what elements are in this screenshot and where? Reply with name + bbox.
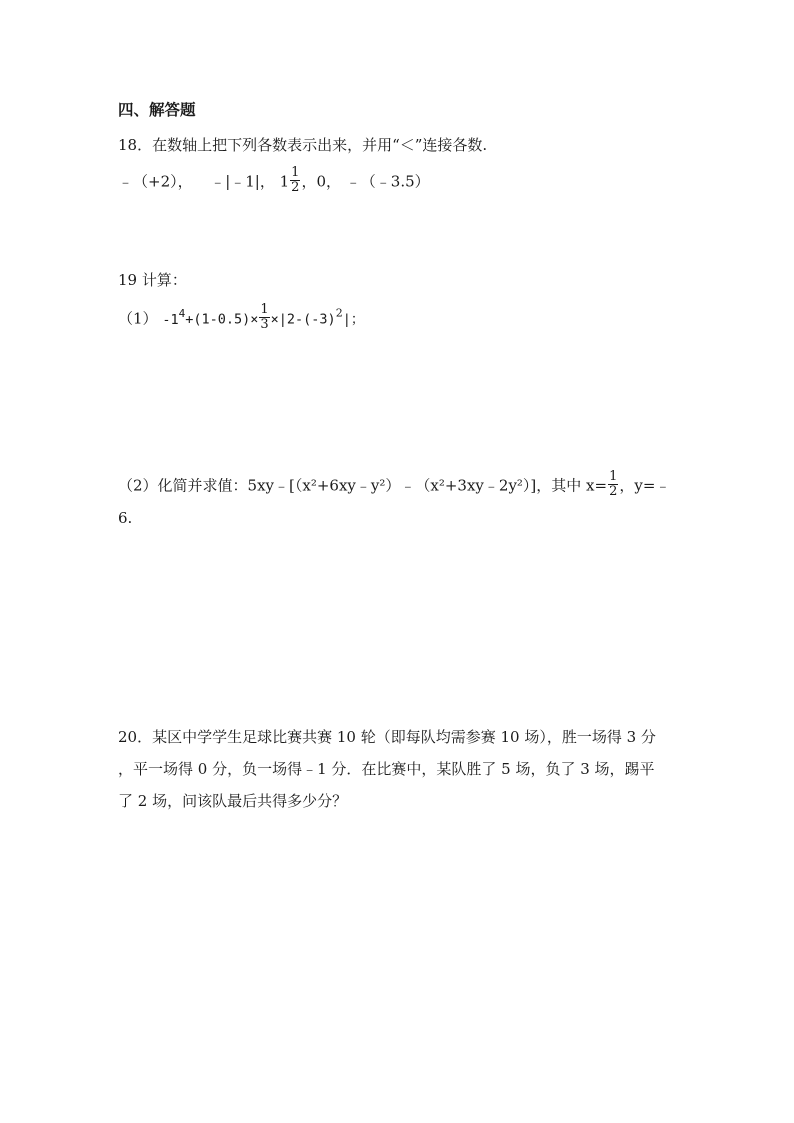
expression-term: |；: [342, 311, 365, 328]
fraction-denominator: 2: [609, 484, 618, 499]
fraction-numerator: 1: [291, 165, 300, 180]
question-19-part-2-continuation: 6.: [118, 509, 133, 527]
exponent: 4: [178, 306, 186, 320]
fraction-denominator: 3: [260, 317, 269, 332]
part-label: （2）化简并求值：: [118, 476, 248, 495]
number-item: ﹣（+2），: [118, 172, 193, 191]
expression-term: +(1-0.5)×: [185, 311, 259, 328]
fraction-denominator: 2: [291, 180, 300, 195]
number-item: ﹣|﹣1|，: [210, 172, 275, 191]
expression-term: 5xy﹣[（x²+6xy﹣y²）﹣（x²+3xy﹣2y²）]，其中 x=: [247, 476, 608, 495]
fraction: [290, 166, 300, 195]
part-label: （1）: [118, 309, 158, 328]
fraction: [608, 470, 618, 499]
question-20-line-2: ，平一场得 0 分，负一场得﹣1 分．在比赛中，某队胜了 5 场，负了 3 场，踢平: [118, 760, 655, 778]
exponent: 2: [335, 306, 343, 320]
question-18-stem: 18．在数轴上把下列各数表示出来，并用“＜”连接各数.: [118, 136, 488, 154]
number-item: ﹣（﹣3.5）: [345, 172, 430, 191]
number-item: ，0，: [301, 172, 341, 191]
question-18-numbers: [118, 165, 430, 197]
mixed-number-whole: 1: [279, 172, 290, 191]
expression-term: ，y=﹣: [619, 476, 671, 495]
question-19-part-2: [118, 469, 671, 501]
expression-term: ×|2-(-3): [270, 311, 336, 328]
question-20-line-3: 了 2 场，问该队最后共得多少分？: [118, 792, 348, 810]
fraction-numerator: 1: [260, 302, 269, 317]
question-20-line-1: 20．某区中学学生足球比赛共赛 10 轮（即每队均需参赛 10 场），胜一场得 3 分: [118, 728, 656, 746]
question-19-part-1: [118, 302, 365, 334]
section-title: 四、解答题: [118, 100, 196, 119]
fraction: [259, 303, 269, 332]
question-19-title: 19 计算：: [118, 271, 187, 289]
expression-term: $-1^4$: [162, 306, 186, 328]
fraction-numerator: 1: [609, 469, 618, 484]
